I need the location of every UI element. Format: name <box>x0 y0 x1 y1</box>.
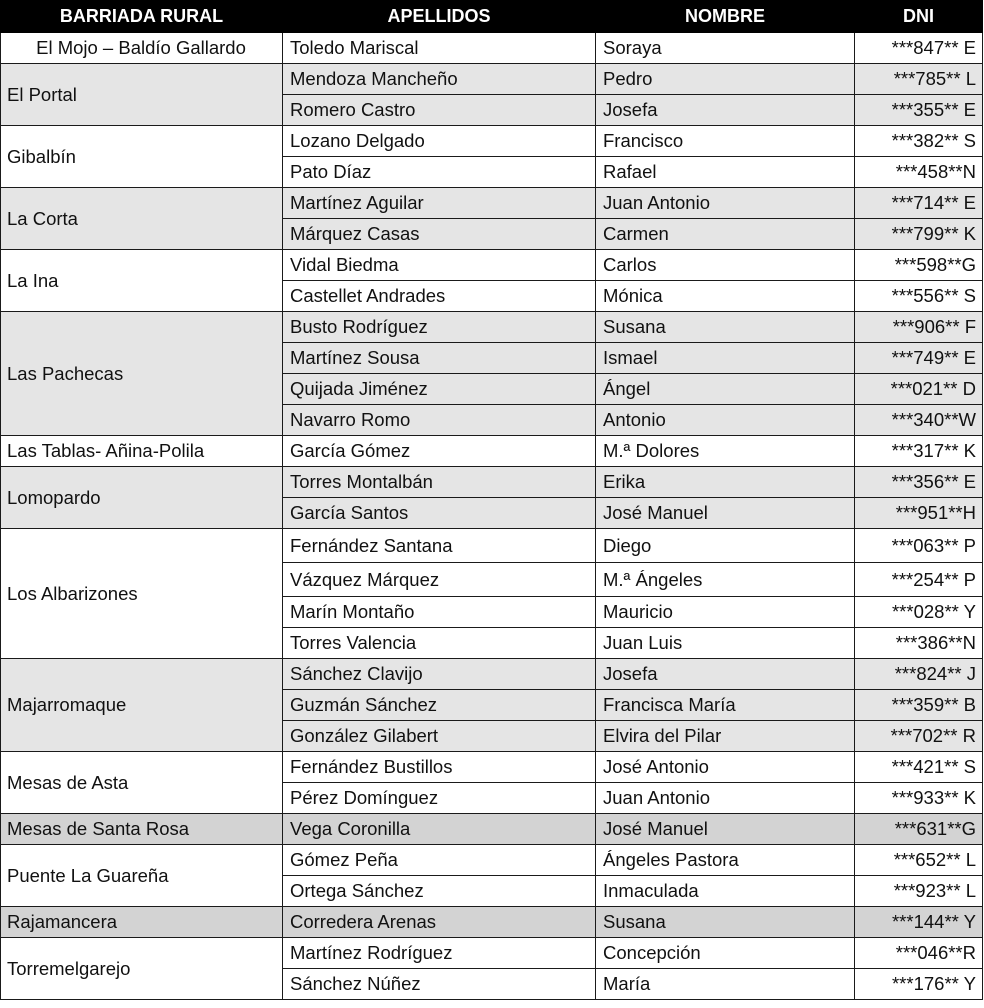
nombre-cell: Inmaculada <box>596 876 855 907</box>
apellidos-cell: Marín Montaño <box>283 597 596 628</box>
table-row <box>1 467 983 498</box>
barriada-cell: La Ina <box>1 250 283 312</box>
dni-cell: ***702** R <box>855 721 983 752</box>
dni-cell: ***176** Y <box>855 969 983 1000</box>
dni-cell: ***028** Y <box>855 597 983 628</box>
nombre-cell: Diego <box>596 529 855 563</box>
nombre-cell: Ángel <box>596 374 855 405</box>
nombre-cell: Josefa <box>596 95 855 126</box>
apellidos-cell: Vidal Biedma <box>283 250 596 281</box>
dni-cell: ***785** L <box>855 64 983 95</box>
apellidos-cell: Pérez Domínguez <box>283 783 596 814</box>
table-body <box>1 33 983 1000</box>
nombre-cell: Pedro <box>596 64 855 95</box>
nombre-cell: Elvira del Pilar <box>596 721 855 752</box>
table-row <box>1 845 983 876</box>
nombre-cell: Francisco <box>596 126 855 157</box>
dni-cell: ***021** D <box>855 374 983 405</box>
barriada-cell: Majarromaque <box>1 659 283 752</box>
apellidos-cell: Martínez Sousa <box>283 343 596 374</box>
apellidos-cell: Martínez Aguilar <box>283 188 596 219</box>
nombre-cell: María <box>596 969 855 1000</box>
dni-cell: ***749** E <box>855 343 983 374</box>
dni-cell: ***824** J <box>855 659 983 690</box>
barriada-cell: El Portal <box>1 64 283 126</box>
apellidos-cell: Navarro Romo <box>283 405 596 436</box>
nombre-cell: Susana <box>596 312 855 343</box>
table-row <box>1 907 983 938</box>
table-row <box>1 659 983 690</box>
apellidos-cell: Pato Díaz <box>283 157 596 188</box>
apellidos-cell: Torres Montalbán <box>283 467 596 498</box>
barriada-cell: El Mojo – Baldío Gallardo <box>1 33 283 64</box>
dni-cell: ***421** S <box>855 752 983 783</box>
header-apellidos: APELLIDOS <box>283 1 596 33</box>
header-dni: DNI <box>855 1 983 33</box>
apellidos-cell: Toledo Mariscal <box>283 33 596 64</box>
nombre-cell: Susana <box>596 907 855 938</box>
barriada-cell: Torremelgarejo <box>1 938 283 1000</box>
apellidos-cell: Martínez Rodríguez <box>283 938 596 969</box>
nombre-cell: Concepción <box>596 938 855 969</box>
dni-cell: ***359** B <box>855 690 983 721</box>
barriada-cell: Las Pachecas <box>1 312 283 436</box>
apellidos-cell: Mendoza Mancheño <box>283 64 596 95</box>
table-row <box>1 436 983 467</box>
apellidos-cell: Fernández Santana <box>283 529 596 563</box>
nombre-cell: Francisca María <box>596 690 855 721</box>
apellidos-cell: Márquez Casas <box>283 219 596 250</box>
table-row <box>1 938 983 969</box>
apellidos-cell: García Santos <box>283 498 596 529</box>
dni-cell: ***631**G <box>855 814 983 845</box>
dni-cell: ***951**H <box>855 498 983 529</box>
table-row <box>1 312 983 343</box>
table-row <box>1 529 983 563</box>
table-row <box>1 250 983 281</box>
dni-cell: ***144** Y <box>855 907 983 938</box>
nombre-cell: José Manuel <box>596 814 855 845</box>
apellidos-cell: Romero Castro <box>283 95 596 126</box>
dni-cell: ***598**G <box>855 250 983 281</box>
barriada-cell: Lomopardo <box>1 467 283 529</box>
apellidos-cell: Torres Valencia <box>283 628 596 659</box>
header-nombre: NOMBRE <box>596 1 855 33</box>
nombre-cell: M.ª Ángeles <box>596 563 855 597</box>
barriada-cell: Los Albarizones <box>1 529 283 659</box>
table-row <box>1 33 983 64</box>
dni-cell: ***063** P <box>855 529 983 563</box>
table-row <box>1 64 983 95</box>
dni-cell: ***386**N <box>855 628 983 659</box>
dni-cell: ***317** K <box>855 436 983 467</box>
nombre-cell: Ismael <box>596 343 855 374</box>
apellidos-cell: Vázquez Márquez <box>283 563 596 597</box>
apellidos-cell: García Gómez <box>283 436 596 467</box>
dni-cell: ***714** E <box>855 188 983 219</box>
apellidos-cell: Busto Rodríguez <box>283 312 596 343</box>
dni-cell: ***906** F <box>855 312 983 343</box>
dni-cell: ***382** S <box>855 126 983 157</box>
nombre-cell: Mónica <box>596 281 855 312</box>
barriada-cell: Gibalbín <box>1 126 283 188</box>
dni-cell: ***356** E <box>855 467 983 498</box>
table-row <box>1 188 983 219</box>
apellidos-cell: Castellet Andrades <box>283 281 596 312</box>
dni-cell: ***556** S <box>855 281 983 312</box>
table-row <box>1 814 983 845</box>
nombre-cell: M.ª Dolores <box>596 436 855 467</box>
apellidos-cell: Vega Coronilla <box>283 814 596 845</box>
apellidos-cell: González Gilabert <box>283 721 596 752</box>
apellidos-cell: Fernández Bustillos <box>283 752 596 783</box>
dni-cell: ***458**N <box>855 157 983 188</box>
dni-cell: ***933** K <box>855 783 983 814</box>
table-row <box>1 126 983 157</box>
nombre-cell: Rafael <box>596 157 855 188</box>
apellidos-cell: Quijada Jiménez <box>283 374 596 405</box>
nombre-cell: Ángeles Pastora <box>596 845 855 876</box>
nombre-cell: Carlos <box>596 250 855 281</box>
apellidos-cell: Sánchez Núñez <box>283 969 596 1000</box>
nombre-cell: Soraya <box>596 33 855 64</box>
apellidos-cell: Guzmán Sánchez <box>283 690 596 721</box>
apellidos-cell: Corredera Arenas <box>283 907 596 938</box>
dni-cell: ***923** L <box>855 876 983 907</box>
table-header <box>1 1 983 33</box>
nombre-cell: Josefa <box>596 659 855 690</box>
header-barriada-rural: BARRIADA RURAL <box>1 1 283 33</box>
barriada-cell: Puente La Guareña <box>1 845 283 907</box>
dni-cell: ***355** E <box>855 95 983 126</box>
nombre-cell: Mauricio <box>596 597 855 628</box>
apellidos-cell: Sánchez Clavijo <box>283 659 596 690</box>
nombre-cell: Juan Antonio <box>596 188 855 219</box>
apellidos-cell: Lozano Delgado <box>283 126 596 157</box>
apellidos-cell: Gómez Peña <box>283 845 596 876</box>
nombre-cell: Juan Luis <box>596 628 855 659</box>
apellidos-cell: Ortega Sánchez <box>283 876 596 907</box>
dni-cell: ***046**R <box>855 938 983 969</box>
dni-cell: ***799** K <box>855 219 983 250</box>
nombre-cell: José Antonio <box>596 752 855 783</box>
barriada-cell: La Corta <box>1 188 283 250</box>
barriada-cell: Mesas de Asta <box>1 752 283 814</box>
nombre-cell: José Manuel <box>596 498 855 529</box>
table-row <box>1 752 983 783</box>
header-row <box>1 1 983 33</box>
dni-cell: ***340**W <box>855 405 983 436</box>
nombre-cell: Juan Antonio <box>596 783 855 814</box>
dni-cell: ***847** E <box>855 33 983 64</box>
barriada-cell: Rajamancera <box>1 907 283 938</box>
barriada-cell: Mesas de Santa Rosa <box>1 814 283 845</box>
nombre-cell: Antonio <box>596 405 855 436</box>
nombre-cell: Carmen <box>596 219 855 250</box>
dni-cell: ***652** L <box>855 845 983 876</box>
barriada-cell: Las Tablas- Añina-Polila <box>1 436 283 467</box>
dni-cell: ***254** P <box>855 563 983 597</box>
nombre-cell: Erika <box>596 467 855 498</box>
